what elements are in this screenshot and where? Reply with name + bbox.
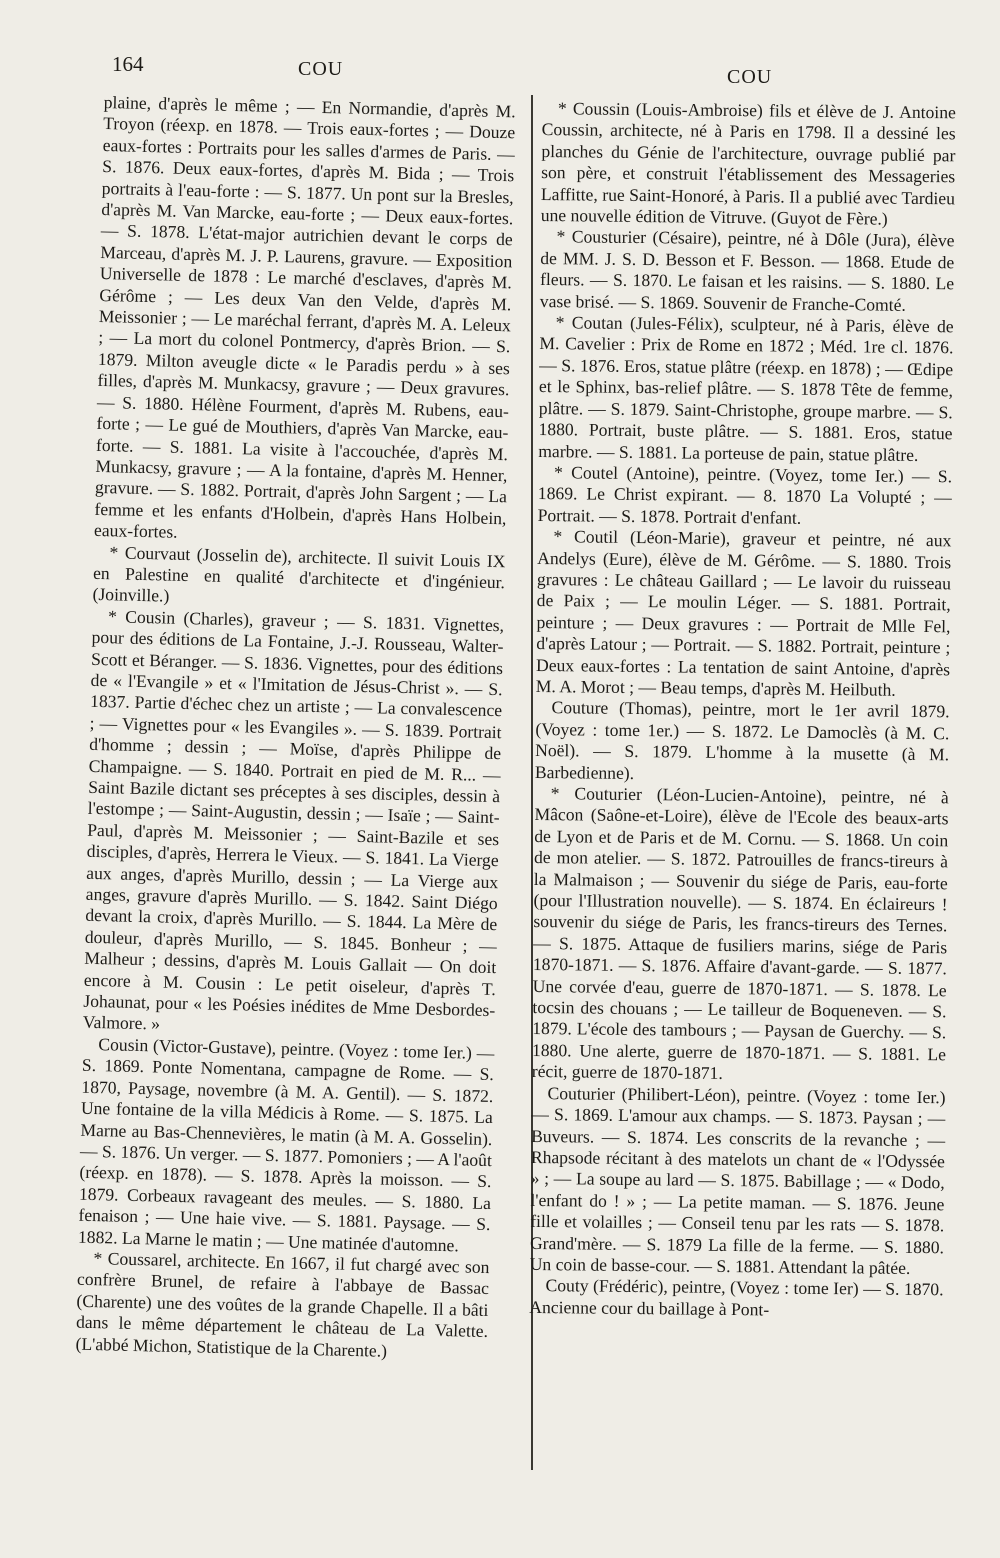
entry-continuation: plaine, d'après le même ; — En Normandie, d'après M. Troyon (réexp. en 1878. — Trois eaux-fortes ; — Douze eaux-fortes : Portraits pour les salles d'armes de Paris. — S. 1876. Deux eaux-fortes, d'après M. Bida ; — Trois portraits à l'eau-forte : — S. 1877. Un pont sur la Bresles, d'après M. Van Marcke, eau-forte ; — Deux eaux-fortes. — S. 1878. L'état-major autrichien devant le corps de Marceau, d'après M. J. P. Laurens, gravure. — Exposition Universelle de 1878 : Le marché d'esclaves, d'après M. Gérôme ; — Les deux Van den Velde, d'après M. Meissonier ; — Le maréchal ferrant, d'après M. A. Leleux ; — La mort du colonel Pontmercy, d'après Brion. — S. 1879. Milton aveugle dicte « le Paradis perdu » à ses filles, d'après M. Munkacsy, gravure ; — Deux gravures. — S. 1880. Hélène Fourment, d'après M. Rubens, eau-forte ; — Le gué de Mouthiers, d'après Van Marcke, eau-forte. — S. 1881. La visite à l'accouchée, d'après M. Munkacsy, gravure ; — A la fontaine, d'après M. Henner, gravure. — S. 1882. Portrait, d'après John Sargent ; — La femme et les enfants d'Holbein, d'après Hans Holbein, eaux-fortes. bbox=[93, 92, 516, 542]
entry-couturier-leon-lucien: * Couturier (Léon-Lucien-Antoine), peintre, né à Mâcon (Saône-et-Loire), élève de l'Ecole des beaux-arts de Lyon et de Paris et de M. Cornu. — S. 1868. Un coin de mon atelier. — S. 1872. Patrouilles de francs-tireurs à la Malmaison ; — Souvenir du siége de Paris, eau-forte (pour l'Illustration nouvelle). — S. 1874. En éclaireurs ! souvenir du siége de Paris, les francs-tireurs des Ternes. — S. 1875. Attaque de fusiliers marins, siége de Paris 1870-1871. — S. 1876. Affaire d'avant-garde. — S. 1877. Une corvée d'eau, guerre de 1870-1871. — S. 1878. Le tocsin des chouans ; — Le tailleur de Boqueneven. — S. 1879. L'école des tambours ; — Paysan de Guerchy. — S. 1880. Une alerte, guerre de 1870-1871. — S. 1881. Le récit, guerre de 1870-1871. bbox=[531, 783, 949, 1084]
entry-couty: Couty (Frédéric), peintre, (Voyez : tome Ier) — S. 1870. Ancienne cour du baillage à Pont- bbox=[529, 1275, 944, 1320]
running-head-left: COU bbox=[298, 58, 344, 80]
right-column bbox=[529, 98, 956, 1322]
page-number: 164 bbox=[112, 52, 144, 76]
entry-couture-thomas: Couture (Thomas), peintre, mort le 1er avril 1879. (Voyez : tome 1er.) — S. 1872. Le Damoclès (à M. C. Noël). — S. 1879. L'homme à la musette (à M. Barbedienne). bbox=[534, 697, 950, 783]
left-column bbox=[75, 92, 516, 1364]
entry-cousin-victor-gustave: Cousin (Victor-Gustave), peintre. (Voyez : tome Ier.) — S. 1869. Ponte Nomentana, campagne de Rome. — S. 1870, Paysage, novembre (à M. A. Gentil). — S. 1872. Une fontaine de la villa Médicis à Rome. — S. 1875. La Marne au Bas-Chennevières, le matin (à M. A. Gosselin). — S. 1876. Un verger. — S. 1877. Pomoniers ; — A l'août (réexp. en 1878). — S. 1878. Après la moisson. — S. 1879. Corbeaux ravageant des meules. — S. 1880. La fenaison ; — Une haie vive. — S. 1881. Paysage. — S. 1882. La Marne le matin ; — Une matinée d'automne. bbox=[77, 1033, 495, 1255]
entry-cousin-charles: * Cousin (Charles), graveur ; — S. 1831. Vignettes, pour des éditions de La Fontaine, J.-J. Rousseau, Walter-Scott et Béranger. — S. 1836. Vignettes, pour des éditions de « l'Evangile » et « l'Imitation de Jésus-Christ ». — S. 1837. Partie d'échec chez un artiste ; — La convalescence ; — Vignettes pour « les Evangiles ». — S. 1839. Portrait d'homme ; dessin ; — Moïse, d'après Philippe de Champaigne. — S. 1840. Portrait en pied de M. R... — Saint Bazile dictant ses préceptes à ses disciples, dessin à l'estompe ; — Saint-Augustin, dessin ; — Isaïe ; — Saint-Paul, d'après M. Meissonier ; — Saint-Bazile et ses disciples, d'après, Herrera le Vieux. — S. 1841. La Vierge aux anges, d'après Murillo, dessin ; — La Vierge aux anges, gravure d'après Murillo. — S. 1842. Saint Diégo devant la croix, d'après Murillo. — S. 1844. La Mère de douleur, d'après Murillo, — S. 1845. Bonheur ; — Malheur ; dessins, d'après M. Louis Gallait — On doit encore à M. Cousin : Le petit oiseleur, d'après T. Johaunat, pour « les Poésies inédites de Mme Desbordes-Valmore. » bbox=[82, 605, 505, 1034]
entry-coutan: * Coutan (Jules-Félix), sculpteur, né à Paris, élève de M. Cavelier : Prix de Rome en 1872 ; Méd. 1re cl. 1876. — S. 1876. Eros, statue plâtre (réexp. en 1878) ; — Œdipe et le Sphinx, bas-relief plâtre. — S. 1878 Tête de femme, plâtre. — S. 1879. Saint-Christophe, groupe marbre. — S. 1880. Portrait, buste plâtre. — S. 1881. Eros, statue marbre. — S. 1881. La porteuse de pain, statue plâtre. bbox=[538, 312, 954, 465]
entry-coutil: * Coutil (Léon-Marie), graveur et peintre, né aux Andelys (Eure), élève de M. Gérôme. — S. 1880. Trois gravures : Le château Gaillard ; — Le lavoir du ruisseau de Paix ; — Le moulin Léger. — S. 1881. Portrait, peinture ; — Deux gravures : — Portrait de Mlle Fel, d'après Latour ; — Portrait. — S. 1882. Portrait, peinture ; Deux eaux-fortes : La tentation de saint Antoine, d'après M. A. Morot ; — Beau temps, d'après M. Heilbuth. bbox=[535, 526, 952, 700]
entry-coutel: * Coutel (Antoine), peintre. (Voyez, tome Ier.) — S. 1869. Le Christ expirant. — 8. 1870 La Volupté ; — Portrait. — S. 1878. Portrait d'enfant. bbox=[537, 462, 953, 528]
entry-coussarel: * Coussarel, architecte. En 1667, il fut chargé avec son confrère Brunel, de refaire à l'abbaye de Bassac (Charente) une des voûtes de la grande Chapelle. Il a bâti dans le même département le château de La Valette. (L'abbé Michon, Statistique de la Charente.) bbox=[75, 1248, 490, 1361]
entry-cousturier: * Cousturier (Césaire), peintre, né à Dôle (Jura), élève de MM. J. S. D. Besson et F. Besson. — 1868. Etude de fleurs. — S. 1870. Le faisan et les raisins. — S. 1880. Le vase brisé. — S. 1869. Souvenir de Franche-Comté. bbox=[539, 226, 955, 315]
entry-couturier-philibert: Couturier (Philibert-Léon), peintre. (Voyez : tome Ier.) — S. 1869. L'amour aux champs. — S. 1873. Paysan ; — Buveurs. — S. 1874. Les conscrits de la revanche ; — Rhapsode récitant à des matelots un chant de « l'Odyssée » ; — La soupe au lard — S. 1875. Babillage ; — « Dodo, l'enfant do ! » ; — La petite maman. — S. 1876. Jeune fille et volailles ; — Conseil tenu par les rats — S. 1878. Grand'mère. — S. 1879 La fille de la ferme. — S. 1880. Un coin de basse-cour. — S. 1881. Attendant la pâtée. bbox=[529, 1082, 946, 1278]
entry-courvaut: * Courvaut (Josselin de), architecte. Il suivit Louis IX en Palestine en qualité d'architecte et d'ingénieur. (Joinville.) bbox=[92, 541, 506, 606]
entry-coussin: * Coussin (Louis-Ambroise) fils et élève de J. Antoine Coussin, architecte, né à Paris en 1798. Il a dessiné les planches du Génie de l'architecture, ouvrage publié par son père, et construit l'établissement des Messageries Laffitte, rue Saint-Honoré, à Paris. Il a publié avec Tardieu une nouvelle édition de Vitruve. (Guyot de Fère.) bbox=[540, 98, 956, 229]
running-head-right: COU bbox=[727, 66, 773, 88]
